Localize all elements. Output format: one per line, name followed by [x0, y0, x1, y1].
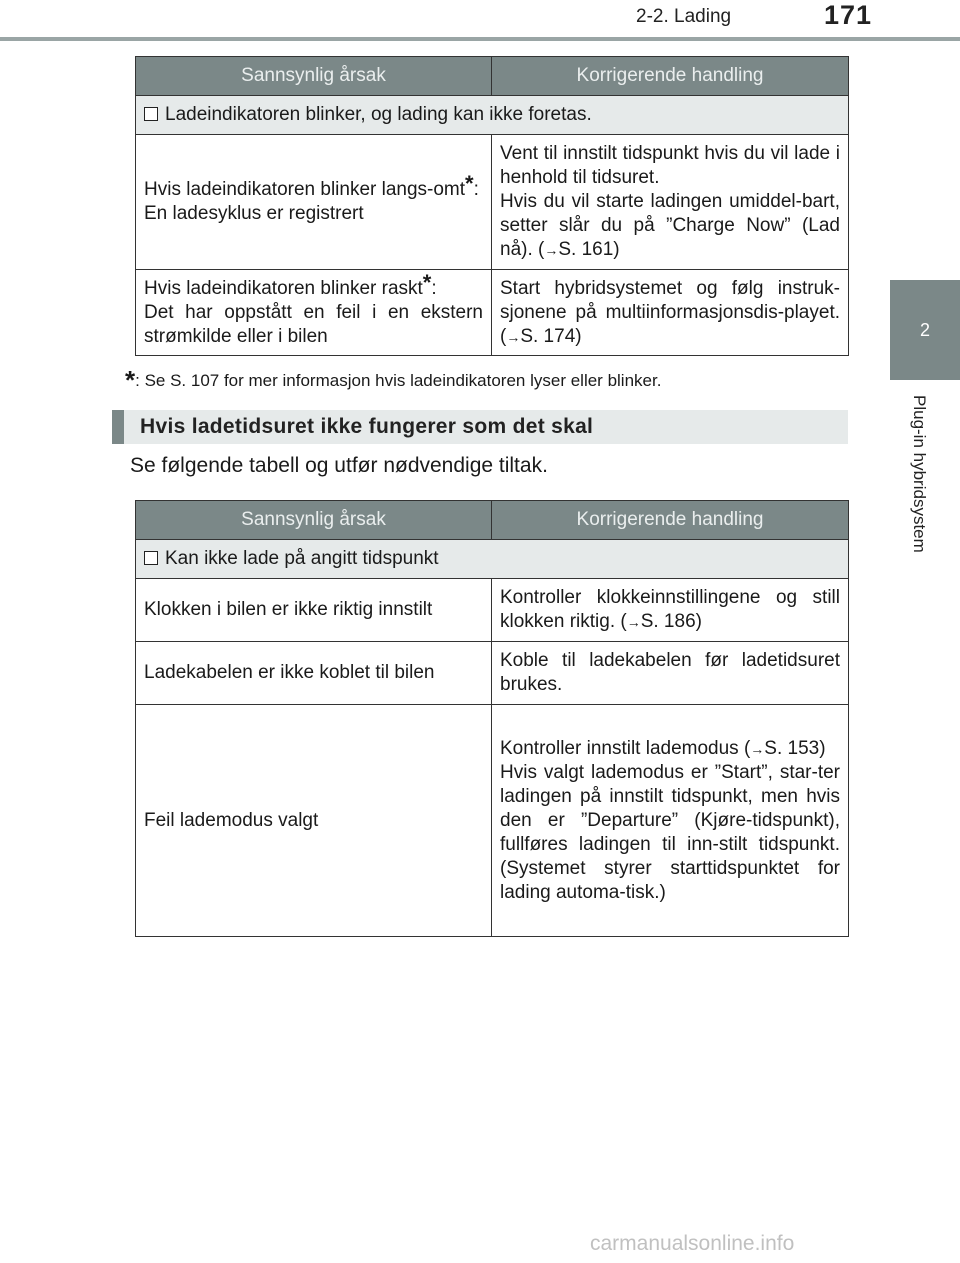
table-row [136, 705, 849, 937]
watermark: carmanualsonline.info [590, 1232, 795, 1255]
chapter-number: 2 [919, 320, 930, 340]
action-cell [492, 270, 849, 356]
header-rule [0, 37, 960, 41]
table-row [136, 642, 849, 705]
condition-text: Kan ikke lade på angitt tidspunkt [165, 548, 439, 569]
page-number: 171 [824, 0, 873, 30]
chapter-tab [890, 280, 960, 380]
cause-text: Klokken i bilen er ikke riktig innstilt [144, 599, 433, 620]
arrow-icon: → [506, 328, 521, 345]
page-header-section: 2-2. Lading [636, 6, 732, 27]
asterisk-marker: * [422, 269, 432, 295]
page-reference: S. 161) [558, 239, 620, 260]
action-text-2: Hvis valgt lademodus er ”Start”, star-ter ladingen på innstilt tidspunkt, men hvis den er ”Departure” (Kjøre-tidspunkt), fullføres ladingen til inn-stilt tidspunkt. (Systemet styrer starttidspunktet for lading automa-tisk.) [500, 761, 840, 903]
page-reference: S. 186) [640, 611, 702, 632]
footnote-marker: * [125, 365, 136, 395]
arrow-icon: → [626, 614, 641, 630]
action-cell [492, 705, 849, 937]
arrow-icon: → [544, 242, 559, 258]
intro-text: Se følgende tabell og utfør nødvendige tiltak. [130, 454, 548, 477]
action-cell [492, 579, 849, 642]
action-text: Koble til ladekabelen før ladetidsuret brukes. [500, 650, 840, 695]
column-header-action: Korrigerende handling [492, 57, 849, 96]
footnote [125, 365, 661, 396]
cause-colon: : [431, 277, 437, 299]
condition-row [136, 96, 849, 135]
condition-cell [136, 96, 849, 135]
column-header-cause: Sannsynlig årsak [136, 57, 492, 96]
condition-cell [136, 540, 849, 579]
table-row [136, 135, 849, 270]
condition-row [136, 540, 849, 579]
cause-colon: : [473, 179, 479, 200]
page-reference: S. 153) [764, 737, 826, 759]
action-text: Kontroller innstilt lademodus ( [500, 737, 751, 759]
cause-text: Feil lademodus valgt [144, 809, 319, 831]
table-row [136, 270, 849, 356]
section-heading-bar [112, 410, 848, 444]
charging-timer-table [135, 500, 849, 937]
cause-text: Hvis ladeindikatoren blinker raskt [144, 277, 423, 299]
table-row [136, 579, 849, 642]
cause-text: Ladekabelen er ikke koblet til bilen [144, 662, 435, 683]
charging-indicator-table [135, 56, 849, 356]
cause-text: Hvis ladeindikatoren blinker langs-omt [144, 179, 466, 200]
table-header-row [136, 57, 849, 96]
section-title: Hvis ladetidsuret ikke fungerer som det skal [140, 415, 594, 438]
table-header-row [136, 501, 849, 540]
chapter-title: Plug-in hybridsystem [910, 395, 929, 553]
checkbox-icon [144, 551, 158, 565]
action-text: Kontroller klokkeinnstillingene og still klokken riktig. ( [500, 587, 840, 632]
arrow-icon: → [750, 740, 765, 757]
checkbox-icon [144, 107, 158, 121]
condition-text: Ladeindikatoren blinker, og lading kan ikke foretas. [165, 104, 592, 125]
action-cell [492, 642, 849, 705]
action-cell [492, 135, 849, 270]
action-text: Vent til innstilt tidspunkt hvis du vil lade i henhold til tidsuret. [500, 143, 840, 188]
cause-detail: Det har oppstått en feil i en ekstern strømkilde eller i bilen [144, 301, 483, 347]
cause-detail: En ladesyklus er registrert [144, 203, 364, 224]
cause-cell [136, 705, 492, 937]
column-header-cause: Sannsynlig årsak [136, 501, 492, 540]
cause-cell [136, 642, 492, 705]
cause-cell [136, 135, 492, 270]
action-text-2: Hvis du vil starte ladingen umiddel-bart, setter slår du på ”Charge Now” (Lad nå). ( [500, 191, 840, 260]
footnote-text: : Se S. 107 for mer informasjon hvis ladeindikatoren lyser eller blinker. [135, 371, 662, 390]
cause-cell [136, 579, 492, 642]
asterisk-marker: * [465, 171, 474, 196]
column-header-action: Korrigerende handling [492, 501, 849, 540]
page-reference: S. 174) [520, 325, 582, 347]
cause-cell [136, 270, 492, 356]
action-text: Start hybridsystemet og følg instruk-sjonene på multiinformasjonsdis-playet. ( [500, 277, 840, 347]
